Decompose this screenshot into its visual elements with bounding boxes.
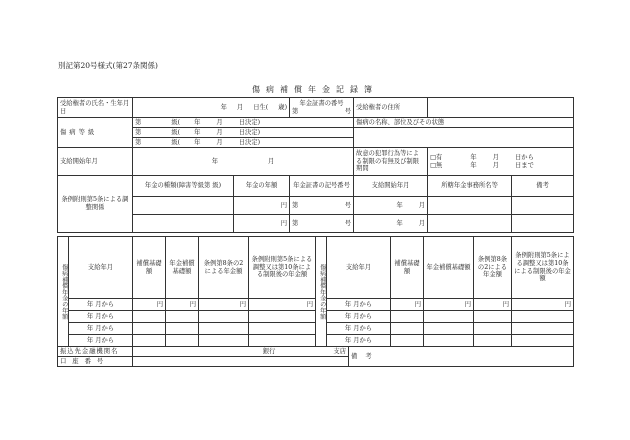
right-art8-label: 条例第8条の2による年金額 xyxy=(474,237,512,299)
left-row-2-base[interactable] xyxy=(133,311,166,323)
grade-row-2[interactable] xyxy=(133,128,354,138)
grade-m: 月 xyxy=(216,138,223,146)
grade-kyu: 級( xyxy=(171,138,181,146)
annual-amount-label: 年金の年額 xyxy=(234,176,290,197)
left-row-4-annual[interactable] xyxy=(166,335,199,347)
grade-dai: 第 xyxy=(135,128,142,136)
right-row-1-annual[interactable]: 円 xyxy=(424,299,474,311)
age-unit: 歳) xyxy=(278,103,288,111)
office-1[interactable] xyxy=(428,197,512,215)
left-side-label xyxy=(58,237,69,347)
birth-year-unit: 年 xyxy=(220,103,227,111)
cert-dai: 第 xyxy=(292,107,299,115)
restriction-yes-checkbox[interactable]: □有 xyxy=(430,153,443,161)
left-row-1-art8[interactable]: 円 xyxy=(199,299,249,311)
right-row-1-art8[interactable]: 円 xyxy=(474,299,512,311)
office-2[interactable] xyxy=(428,215,512,233)
right-row-3-art8[interactable] xyxy=(474,323,512,335)
adj-start-label: 支給開始年月 xyxy=(354,176,428,197)
remarks-2[interactable] xyxy=(512,215,574,233)
adj-y-1: 年 xyxy=(396,201,403,209)
grade-y: 年 xyxy=(194,128,201,136)
annual-amount-2[interactable]: 円 xyxy=(234,215,290,233)
restriction-value[interactable] xyxy=(428,148,574,176)
cert-number-label: 年金証書の番号 xyxy=(299,99,344,107)
adj-y-2: 年 xyxy=(396,219,403,227)
right-row-3-base[interactable] xyxy=(391,323,424,335)
annual-amount-1[interactable]: 円 xyxy=(234,197,290,215)
birth-date-cell[interactable] xyxy=(133,98,290,118)
left-row-4-base[interactable] xyxy=(133,335,166,347)
restriction-no-checkbox[interactable]: □無 xyxy=(430,161,443,169)
left-row-3-start[interactable]: 年 月から xyxy=(69,323,133,335)
bank-value[interactable] xyxy=(133,347,349,357)
left-row-2-art8[interactable] xyxy=(199,311,249,323)
left-annual-base-label: 年金補償基礎額 xyxy=(166,237,199,299)
right-side-label xyxy=(316,237,327,347)
grade-d: 日決定) xyxy=(238,118,261,126)
injury-label: 傷病の名称、部位及びその状態 xyxy=(354,118,574,128)
right-row-1-adj[interactable]: 円 xyxy=(512,299,574,311)
grade-dai: 第 xyxy=(135,138,142,146)
cert-dai-2: 第 xyxy=(292,219,299,227)
pension-cert-1[interactable] xyxy=(290,197,354,215)
bank-remarks-label: 備考 xyxy=(351,352,380,360)
left-row-3-adj[interactable] xyxy=(249,323,316,335)
right-start-label: 支給年月 xyxy=(327,237,391,299)
left-row-1-adj[interactable]: 円 xyxy=(249,299,316,311)
left-row-4-art8[interactable] xyxy=(199,335,249,347)
start-month-value[interactable] xyxy=(133,148,354,176)
left-row-3-base[interactable] xyxy=(133,323,166,335)
right-adj-label: 条例附則第5条による調整又は第10条による制限後の年金額 xyxy=(512,237,574,299)
start-month-label: 支給開始年月 xyxy=(58,148,133,176)
right-row-4-start[interactable]: 年 月から xyxy=(327,335,391,347)
left-adj-label: 条例附則第5条による調整又は第10条による制限後の年金額 xyxy=(249,237,316,299)
pension-cert-label: 年金証書の記号番号 xyxy=(290,176,354,197)
right-annual-base-label: 年金補償基礎額 xyxy=(424,237,474,299)
right-row-2-art8[interactable] xyxy=(474,311,512,323)
right-row-1-start[interactable]: 年 月から xyxy=(327,299,391,311)
right-base-label: 補償基礎額 xyxy=(391,237,424,299)
grade-m: 月 xyxy=(216,128,223,136)
pension-kind-1[interactable] xyxy=(133,197,234,215)
left-row-1-start[interactable]: 年 月から xyxy=(69,299,133,311)
adjust-label: 条例附則第5条による調整関係 xyxy=(58,176,133,233)
address-value[interactable] xyxy=(428,98,574,118)
cert-go-2: 号 xyxy=(344,219,352,227)
right-row-1-base[interactable]: 円 xyxy=(391,299,424,311)
bank-table xyxy=(57,346,574,367)
right-row-4-art8[interactable] xyxy=(474,335,512,347)
cert-go: 号 xyxy=(344,107,352,115)
left-row-4-adj[interactable] xyxy=(249,335,316,347)
to-m: 月 xyxy=(492,161,499,169)
right-row-3-annual[interactable] xyxy=(424,323,474,335)
injury-value[interactable] xyxy=(354,128,574,148)
right-side-text: 傷病補償年金の年額 xyxy=(318,263,326,320)
grade-label: 傷病等級 xyxy=(58,118,133,148)
record-table xyxy=(57,97,574,233)
left-base-label: 補償基礎額 xyxy=(133,237,166,299)
office-label: 所轄年金事務所名等 xyxy=(428,176,512,197)
address-label: 受給権者の住所 xyxy=(354,98,428,118)
left-start-label: 支給年月 xyxy=(69,237,133,299)
grade-kyu: 級( xyxy=(171,128,181,136)
left-row-2-adj[interactable] xyxy=(249,311,316,323)
remarks-label: 備考 xyxy=(512,176,574,197)
form-caption: 別記第20号様式(第27条関係) xyxy=(58,61,158,70)
right-row-2-annual[interactable] xyxy=(424,311,474,323)
grade-dai: 第 xyxy=(135,118,142,126)
from-d: 日から xyxy=(514,153,534,161)
restriction-label: 故意の犯罪行為等による制限の有無及び制限期間 xyxy=(354,148,428,176)
birth-day-unit: 日生( xyxy=(253,103,269,111)
grade-row-3[interactable] xyxy=(133,138,354,148)
pension-kind-label: 年金の種類(障害等級第 級) xyxy=(133,176,234,197)
remarks-1[interactable] xyxy=(512,197,574,215)
to-d: 日まで xyxy=(514,161,534,169)
right-row-4-annual[interactable] xyxy=(424,335,474,347)
grade-row-1[interactable] xyxy=(133,118,354,128)
left-row-1-annual[interactable]: 円 xyxy=(166,299,199,311)
left-row-1-base[interactable]: 円 xyxy=(133,299,166,311)
cert-number-cell[interactable] xyxy=(290,98,354,118)
account-value[interactable] xyxy=(133,357,349,367)
left-row-2-start[interactable]: 年 月から xyxy=(69,311,133,323)
grade-y: 年 xyxy=(194,118,201,126)
right-row-2-adj[interactable] xyxy=(512,311,574,323)
left-row-3-annual[interactable] xyxy=(166,323,199,335)
right-row-2-base[interactable] xyxy=(391,311,424,323)
bank-label: 振込先金融機関名 xyxy=(58,347,133,357)
left-side-text: 傷病補償年金の年額 xyxy=(60,263,68,320)
birth-month-unit: 月 xyxy=(236,103,244,111)
bank-remarks-cell[interactable] xyxy=(349,347,574,367)
branch-unit: 支店 xyxy=(333,347,347,355)
grade-d: 日決定) xyxy=(238,128,261,136)
grade-d: 日決定) xyxy=(238,138,261,146)
from-y: 年 xyxy=(470,153,477,161)
recipient-name-label: 受給権者の氏名・生年月日 xyxy=(58,98,133,118)
left-row-3-art8[interactable] xyxy=(199,323,249,335)
cert-go-1: 号 xyxy=(344,201,352,209)
left-row-4-start[interactable]: 年 月から xyxy=(69,335,133,347)
grade-kyu: 級( xyxy=(171,118,181,126)
to-y: 年 xyxy=(470,161,477,169)
right-row-2-start[interactable]: 年 月から xyxy=(327,311,391,323)
start-m: 月 xyxy=(268,157,275,165)
adj-start-1[interactable] xyxy=(354,197,428,215)
from-m: 月 xyxy=(492,153,499,161)
pension-cert-2[interactable] xyxy=(290,215,354,233)
grade-y: 年 xyxy=(194,138,201,146)
grade-m: 月 xyxy=(216,118,223,126)
pension-kind-2[interactable] xyxy=(133,215,234,233)
start-y: 年 xyxy=(211,157,218,165)
adj-start-2[interactable] xyxy=(354,215,428,233)
right-row-4-base[interactable] xyxy=(391,335,424,347)
bank-unit: 銀行 xyxy=(262,347,276,355)
left-row-2-annual[interactable] xyxy=(166,311,199,323)
cert-dai-1: 第 xyxy=(292,201,299,209)
right-row-3-start[interactable]: 年 月から xyxy=(327,323,391,335)
adj-m-1: 月 xyxy=(418,201,426,209)
account-label: 口座番号 xyxy=(58,357,133,367)
right-row-4-adj[interactable] xyxy=(512,335,574,347)
right-row-3-adj[interactable] xyxy=(512,323,574,335)
left-art8-label: 条例第8条の2による年金額 xyxy=(199,237,249,299)
form-title: 傷病補償年金記録簿 xyxy=(252,85,378,94)
adj-m-2: 月 xyxy=(418,219,426,227)
annual-table xyxy=(57,236,574,347)
